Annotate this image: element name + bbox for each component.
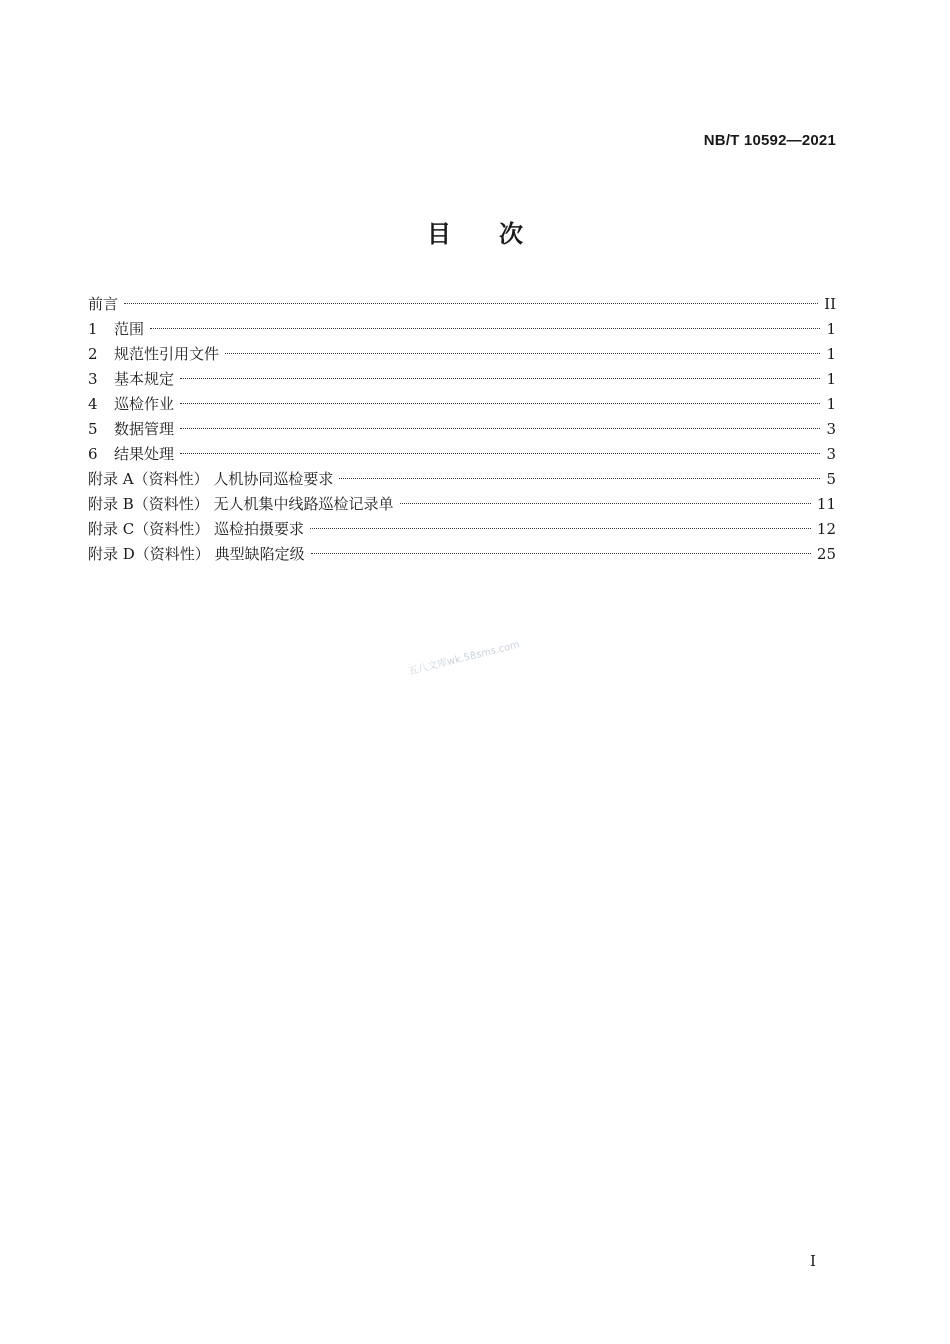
toc-entry-label: 巡检作业 xyxy=(114,395,175,413)
toc-entry-2[interactable] xyxy=(88,342,836,367)
toc-entry-page: 25 xyxy=(816,545,836,563)
toc-entry-appendix-d[interactable] xyxy=(88,542,836,567)
toc-entry-page: 12 xyxy=(816,520,836,538)
toc-entry-number: 5 xyxy=(88,420,98,438)
toc-entry-label: 结果处理 xyxy=(114,445,175,463)
toc-entry-3[interactable] xyxy=(88,367,836,392)
toc-entry-page: 1 xyxy=(826,320,836,338)
toc-leader-dots xyxy=(180,453,820,454)
toc-entry-label: 附录 A（资料性） 人机协同巡检要求 xyxy=(88,470,334,488)
toc-entry-label: 附录 B（资料性） 无人机集中线路巡检记录单 xyxy=(88,495,394,513)
toc-leader-dots xyxy=(180,378,820,379)
toc-leader-dots xyxy=(180,428,820,429)
toc-leader-dots xyxy=(150,328,820,329)
toc-entry-page: 5 xyxy=(826,470,836,488)
standard-number: NB/T 10592—2021 xyxy=(703,132,836,149)
toc-leader-dots xyxy=(180,403,820,404)
toc-title xyxy=(0,214,950,249)
toc-leader-dots xyxy=(400,503,811,504)
toc-entry-appendix-a[interactable] xyxy=(88,467,836,492)
toc-entry-page: 1 xyxy=(826,345,836,363)
toc-entry-6[interactable] xyxy=(88,442,836,467)
toc-entry-label: 数据管理 xyxy=(114,420,175,438)
toc-entry-page: II xyxy=(824,295,836,313)
toc-entry-label: 基本规定 xyxy=(114,370,175,388)
toc-leader-dots xyxy=(225,353,820,354)
toc-entry-5[interactable] xyxy=(88,417,836,442)
toc-entry-page: 1 xyxy=(826,395,836,413)
table-of-contents xyxy=(88,292,836,567)
toc-entry-page: 3 xyxy=(826,420,836,438)
toc-leader-dots xyxy=(310,528,811,529)
toc-entry-number: 1 xyxy=(88,320,98,338)
toc-entry-label: 范围 xyxy=(114,320,145,338)
toc-entry-appendix-b[interactable] xyxy=(88,492,836,517)
toc-entry-1[interactable] xyxy=(88,317,836,342)
toc-leader-dots xyxy=(311,553,811,554)
toc-entry-page: 3 xyxy=(826,445,836,463)
toc-leader-dots xyxy=(339,478,820,479)
toc-entry-number: 6 xyxy=(88,445,98,463)
toc-leader-dots xyxy=(124,303,818,304)
toc-entry-page: 1 xyxy=(826,370,836,388)
toc-entry-preface[interactable] xyxy=(88,292,836,317)
toc-title-part2: 次 xyxy=(499,220,523,248)
toc-entry-label: 附录 D（资料性） 典型缺陷定级 xyxy=(88,545,305,563)
toc-title-part1: 目 xyxy=(427,220,451,248)
toc-entry-4[interactable] xyxy=(88,392,836,417)
toc-entry-number: 2 xyxy=(88,345,98,363)
toc-entry-number: 4 xyxy=(88,395,98,413)
toc-entry-label: 规范性引用文件 xyxy=(114,345,220,363)
toc-entry-label: 附录 C（资料性） 巡检拍摄要求 xyxy=(88,520,305,538)
toc-entry-number: 3 xyxy=(88,370,98,388)
toc-entry-page: 11 xyxy=(816,495,836,513)
toc-entry-label: 前言 xyxy=(88,295,119,313)
page-number: I xyxy=(810,1252,816,1270)
watermark: 五八文库wk.58sms.com xyxy=(407,639,521,678)
toc-entry-appendix-c[interactable] xyxy=(88,517,836,542)
